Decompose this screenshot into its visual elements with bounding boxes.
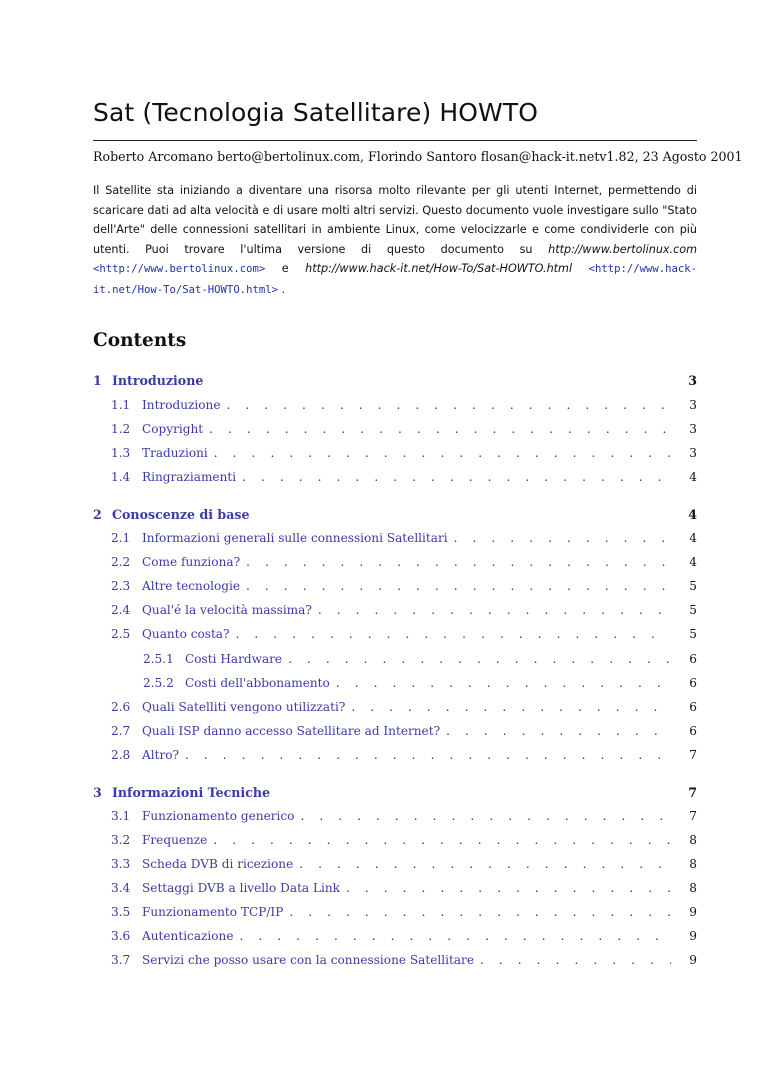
toc-title: Settaggi DVB a livello Data Link [142, 881, 340, 895]
toc-page: 4 [688, 507, 697, 522]
toc-num: 1 [93, 373, 102, 388]
leader-dots [209, 422, 671, 436]
abstract [93, 181, 697, 301]
toc-title: Come funziona? [142, 555, 241, 569]
contents-heading: Contents [93, 330, 187, 351]
toc-page: 6 [689, 652, 697, 666]
url-bertolinux[interactable]: <http://www.bertolinux.com> [93, 263, 266, 276]
toc-num: 3.2 [111, 833, 131, 847]
version-date: v1.82, 23 Agosto 2001 [599, 149, 743, 164]
toc-page: 5 [689, 579, 697, 593]
toc-title: Costi Hardware [185, 652, 283, 666]
toc-entry-2-5-1[interactable] [143, 652, 697, 670]
toc-entry-2-1[interactable] [111, 531, 697, 549]
toc-page: 4 [689, 470, 697, 484]
toc-num: 1.2 [111, 422, 131, 436]
toc-title: Funzionamento TCP/IP [142, 905, 284, 919]
toc-entry-3-6[interactable] [111, 929, 697, 947]
toc-num: 3.5 [111, 905, 131, 919]
toc-num: 3.1 [111, 809, 131, 823]
title-rule [93, 140, 697, 141]
toc-page: 3 [688, 373, 697, 388]
toc-entry-2-8[interactable] [111, 748, 697, 766]
toc-page: 7 [689, 748, 697, 762]
toc-entry-1-1[interactable] [111, 398, 697, 416]
leader-dots [246, 579, 671, 593]
toc-entry-2-3[interactable] [111, 579, 697, 597]
toc-entry-2-2[interactable] [111, 555, 697, 573]
toc-page: 7 [689, 809, 697, 823]
leader-dots [299, 857, 671, 871]
toc-entry-3-3[interactable] [111, 857, 697, 875]
toc-num: 2.3 [111, 579, 131, 593]
toc-page: 3 [689, 398, 697, 412]
toc-page: 4 [689, 531, 697, 545]
toc-title: Quali ISP danno accesso Satellitare ad Internet? [142, 724, 441, 738]
toc-num: 2.1 [111, 531, 131, 545]
toc-title: Autenticazione [142, 929, 234, 943]
toc-entry-3-5[interactable] [111, 905, 697, 923]
author-line [93, 149, 743, 164]
toc-num: 2 [93, 507, 102, 522]
toc-num: 1.4 [111, 470, 131, 484]
toc-title: Servizi che posso usare con la connessione Satellitare [142, 953, 474, 967]
toc-title: Altre tecnologie [142, 579, 241, 593]
toc-entry-3-2[interactable] [111, 833, 697, 851]
toc-title: Quanto costa? [142, 627, 230, 641]
toc-num: 3.3 [111, 857, 131, 871]
toc-page: 6 [689, 700, 697, 714]
toc-num: 2.4 [111, 603, 131, 617]
document-title: Sat (Tecnologia Satellitare) HOWTO [93, 98, 538, 127]
url-hackit[interactable]: <http://www.hack-it.net/How-To/Sat-HOWTO.html> [93, 263, 698, 296]
leader-dots [446, 724, 671, 738]
toc-section-2[interactable] [93, 507, 697, 525]
leader-dots [246, 555, 671, 569]
link-bertolinux[interactable]: http://www.bertolinux.com [548, 242, 697, 256]
toc-page: 9 [689, 953, 697, 967]
leader-dots [318, 603, 671, 617]
toc-title: Ringraziamenti [142, 470, 237, 484]
toc-page: 9 [689, 905, 697, 919]
toc-section-3[interactable] [93, 785, 697, 803]
toc-title: Introduzione [112, 373, 204, 388]
toc-page: 6 [689, 724, 697, 738]
leader-dots [454, 531, 671, 545]
toc-page: 5 [689, 627, 697, 641]
toc-title: Traduzioni [142, 446, 208, 460]
leader-dots [288, 652, 671, 666]
toc-entry-2-7[interactable] [111, 724, 697, 742]
toc-title: Copyright [142, 422, 204, 436]
toc-num: 2.7 [111, 724, 131, 738]
toc-entry-1-3[interactable] [111, 446, 697, 464]
link-hackit[interactable]: http://www.hack-it.net/How-To/Sat-HOWTO.html [305, 262, 573, 276]
toc-num: 1.3 [111, 446, 131, 460]
toc-entry-2-5-2[interactable] [143, 676, 697, 694]
leader-dots [346, 881, 671, 895]
toc-title: Scheda DVB di ricezione [142, 857, 294, 871]
toc-page: 5 [689, 603, 697, 617]
toc-num: 2.5 [111, 627, 131, 641]
toc-page: 3 [689, 446, 697, 460]
toc-section-1[interactable] [93, 373, 697, 391]
toc-page: 8 [689, 857, 697, 871]
toc-num: 3.4 [111, 881, 131, 895]
toc-num: 3.6 [111, 929, 131, 943]
toc-page: 8 [689, 833, 697, 847]
toc-num: 2.5.2 [143, 676, 174, 690]
toc-title: Qual'é la velocità massima? [142, 603, 312, 617]
toc-page: 8 [689, 881, 697, 895]
toc-page: 7 [688, 785, 697, 800]
toc-num: 2.5.1 [143, 652, 174, 666]
toc-title: Altro? [142, 748, 180, 762]
toc-entry-3-7[interactable] [111, 953, 697, 971]
leader-dots [214, 446, 671, 460]
leader-dots [227, 398, 672, 412]
toc-entry-2-6[interactable] [111, 700, 697, 718]
leader-dots [185, 748, 671, 762]
toc-num: 3.7 [111, 953, 131, 967]
toc-title: Costi dell'abbonamento [185, 676, 330, 690]
toc-entry-3-1[interactable] [111, 809, 697, 827]
toc-title: Quali Satelliti vengono utilizzati? [142, 700, 346, 714]
leader-dots [300, 809, 671, 823]
toc-entry-1-2[interactable] [111, 422, 697, 440]
toc-num: 2.6 [111, 700, 131, 714]
toc-entry-2-5[interactable] [111, 627, 697, 645]
toc-num: 2.8 [111, 748, 131, 762]
leader-dots [480, 953, 671, 967]
toc-title: Informazioni generali sulle connessioni Satellitari [142, 531, 448, 545]
toc-page: 6 [689, 676, 697, 690]
toc-title: Informazioni Tecniche [112, 785, 271, 800]
toc-title: Conoscenze di base [112, 507, 250, 522]
toc-page: 9 [689, 929, 697, 943]
leader-dots [289, 905, 671, 919]
toc-title: Introduzione [142, 398, 221, 412]
leader-dots [213, 833, 671, 847]
leader-dots [236, 627, 671, 641]
leader-dots [242, 470, 671, 484]
abstract-text: Il Satellite sta iniziando a diventare una risorsa molto rilevante per gli utenti Internet, permettendo di scaricare dati ad alta velocità e di usare molti altri servizi. Questo documento vuole investigare sullo "Stato dell'Arte" delle connessioni satellitari in ambiente Linux, come velocizzarle e come condividerle con più utenti. Puoi trovare l'ultima versione di questo documento su [93, 184, 697, 256]
toc-num: 2.2 [111, 555, 131, 569]
toc-title: Funzionamento generico [142, 809, 295, 823]
toc-entry-2-4[interactable] [111, 603, 697, 621]
leader-dots [240, 929, 671, 943]
toc-num: 3 [93, 785, 102, 800]
toc-entry-1-4[interactable] [111, 470, 697, 488]
leader-dots [336, 676, 671, 690]
toc-entry-3-4[interactable] [111, 881, 697, 899]
abstract-end: . [277, 282, 286, 296]
abstract-mid: e [265, 262, 306, 276]
toc-page: 3 [689, 422, 697, 436]
toc-page: 4 [689, 555, 697, 569]
authors: Roberto Arcomano berto@bertolinux.com, Florindo Santoro flosan@hack-it.net [93, 149, 600, 164]
leader-dots [351, 700, 671, 714]
toc-num: 1.1 [111, 398, 131, 412]
toc-title: Frequenze [142, 833, 208, 847]
